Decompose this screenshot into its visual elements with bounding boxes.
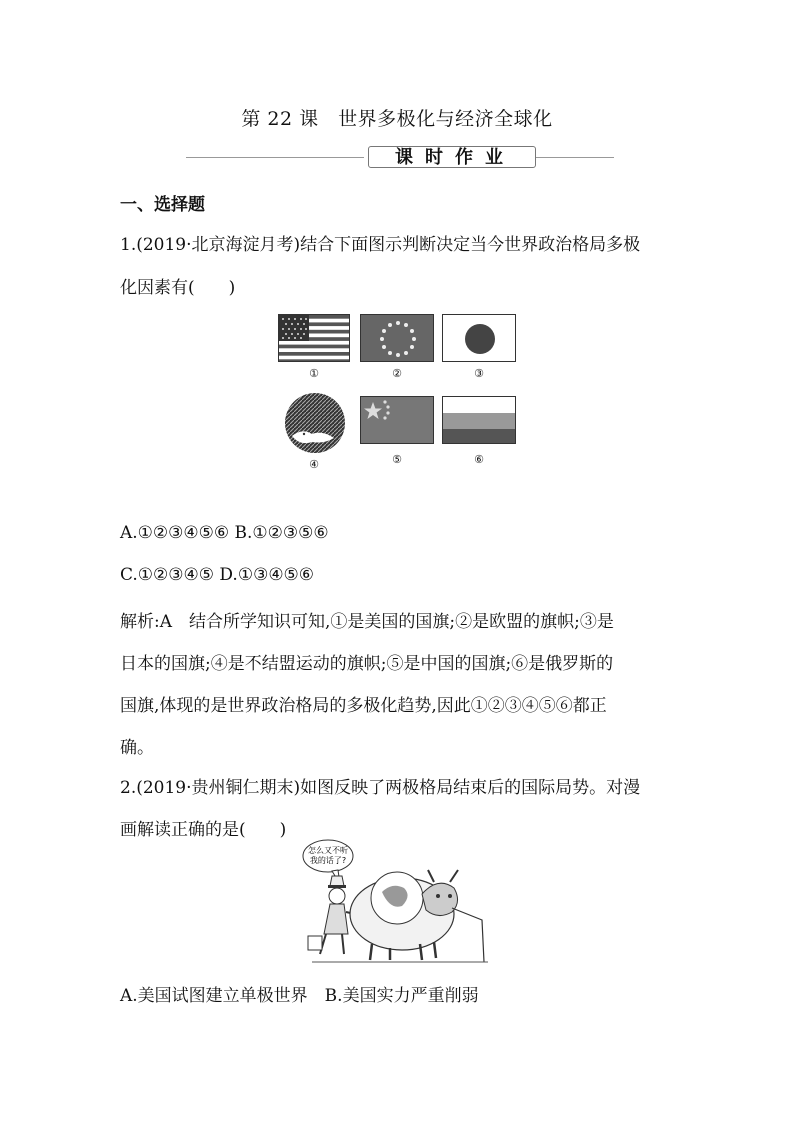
eu-flag-image xyxy=(360,314,434,362)
political-cartoon-image xyxy=(302,836,490,966)
speech-bubble-line1: 怎么又不听 xyxy=(308,846,348,855)
q1-analysis-line1: 解析:A 结合所学知识可知,①是美国的国旗;②是欧盟的旗帜;③是 xyxy=(120,612,614,632)
japan-flag-image xyxy=(442,314,516,362)
caption-4: ④ xyxy=(309,458,319,471)
caption-2: ② xyxy=(392,367,402,380)
usa-flag-image xyxy=(278,314,350,362)
section-heading: 一、选择题 xyxy=(120,195,205,215)
q2-stem-line2: 画解读正确的是( ) xyxy=(120,820,287,840)
banner-rule-right xyxy=(536,157,614,158)
q1-options-ab: A.①②③④⑤⑥ B.①②③⑤⑥ xyxy=(120,523,329,543)
q1-stem-line2: 化因素有( ) xyxy=(120,278,236,298)
banner-label: 课时作业 xyxy=(368,146,536,168)
caption-6: ⑥ xyxy=(474,453,484,466)
homework-banner xyxy=(186,146,614,170)
q1-stem-line1: 1.(2019·北京海淀月考)结合下面图示判断决定当今世界政治格局多极 xyxy=(120,235,641,255)
china-flag-image xyxy=(360,396,434,444)
q2-options-ab: A.美国试图建立单极世界 B.美国实力严重削弱 xyxy=(120,986,479,1006)
caption-3: ③ xyxy=(474,367,484,380)
speech-bubble-line2: 我的话了? xyxy=(309,856,347,865)
q2-stem-line1: 2.(2019·贵州铜仁期末)如图反映了两极格局结束后的国际局势。对漫 xyxy=(120,778,641,798)
banner-rule-left xyxy=(186,157,364,158)
caption-5: ⑤ xyxy=(392,453,402,466)
q1-analysis-line3: 国旗,体现的是世界政治格局的多极化趋势,因此①②③④⑤⑥都正 xyxy=(120,696,607,716)
q1-analysis-line4: 确。 xyxy=(120,738,154,758)
q1-analysis-line2: 日本的国旗;④是不结盟运动的旗帜;⑤是中国的国旗;⑥是俄罗斯的 xyxy=(120,654,614,674)
q1-options-cd: C.①②③④⑤ D.①③④⑤⑥ xyxy=(120,565,315,585)
non-aligned-movement-emblem-image xyxy=(282,392,348,454)
page-title: 第 22 课 世界多极化与经济全球化 xyxy=(241,108,553,130)
russia-flag-image xyxy=(442,396,516,444)
caption-1: ① xyxy=(309,367,319,380)
